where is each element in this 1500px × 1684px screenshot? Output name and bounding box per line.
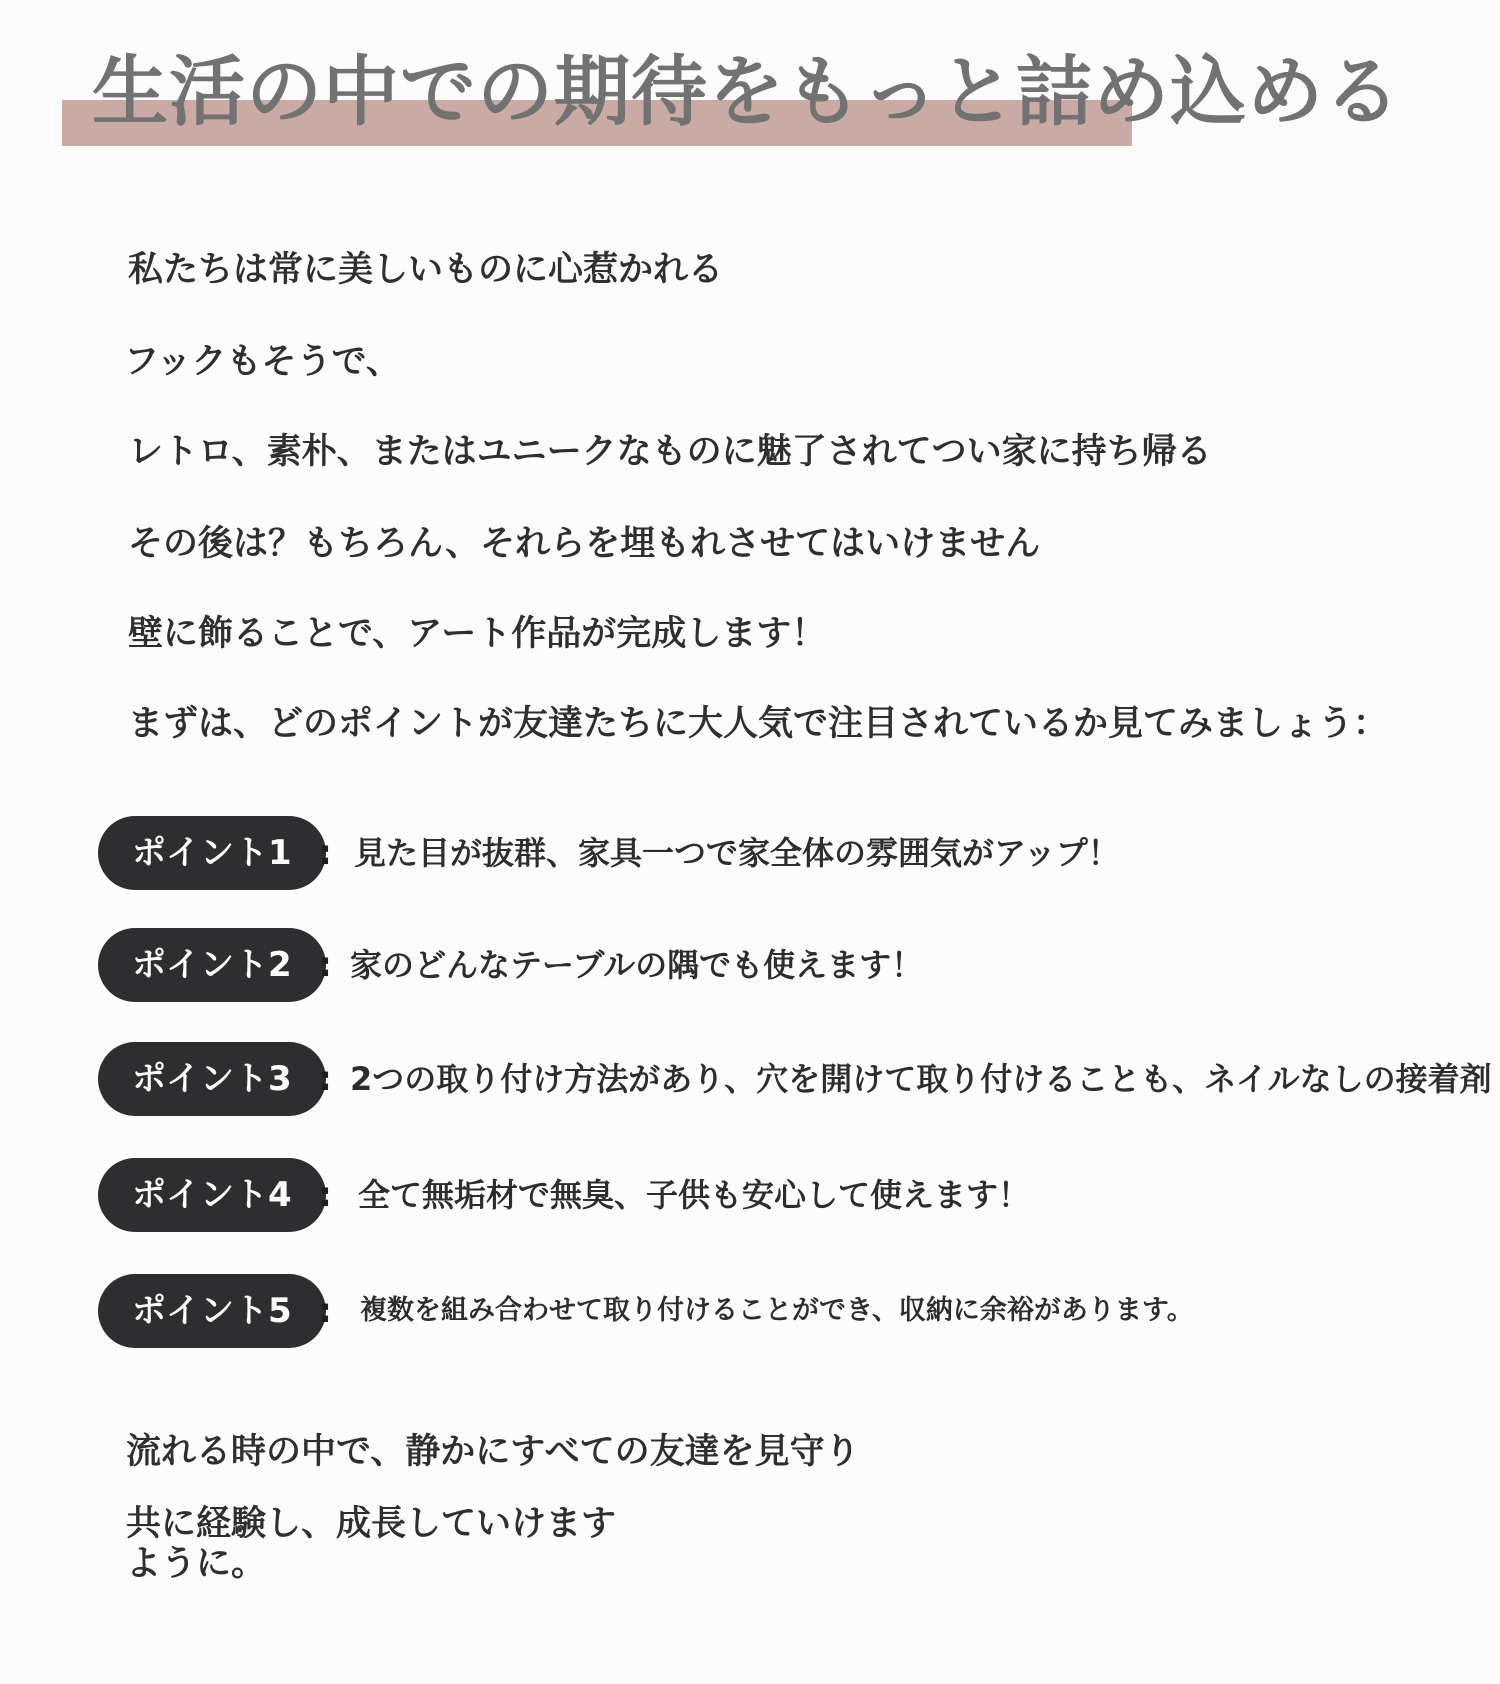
point-colon: : [318,1175,332,1215]
page-title: 生活の中での期待をもっと詰め込める [92,47,1401,136]
intro-line-4: その後は？もちろん、それらを埋もれさせてはいけません [128,524,1041,564]
point-colon: : [318,1291,332,1331]
point-description: 2つの取り付け方法があり、穴を開けて取り付けることも、ネイルなしの接着剤 [350,1060,1492,1098]
point-badge: ポイント5 [98,1274,326,1348]
point-description: 見た目が抜群、家具一つで家全体の雰囲気がアップ！ [354,834,1120,872]
intro-line-2: フックもそうで、 [124,342,401,382]
point-badge: ポイント3 [98,1042,326,1116]
point-item-1 [98,816,1498,890]
closing-line-2: 共に経験し、成長していけます [126,1504,617,1544]
point-colon: : [318,1059,332,1099]
intro-line-3: レトロ、素朴、またはユニークなものに魅了されてつい家に持ち帰る [128,432,1212,472]
point-badge: ポイント4 [98,1158,326,1232]
closing-line-1: 流れる時の中で、静かにすべての友達を見守り [126,1432,860,1472]
point-badge: ポイント2 [98,928,326,1002]
intro-line-1: 私たちは常に美しいものに心惹かれる [128,250,724,290]
closing-line-3: ように。 [126,1544,267,1584]
point-item-4 [98,1158,1498,1232]
point-description: 複数を組み合わせて取り付けることができ、収納に余裕があります。 [360,1295,1194,1326]
intro-line-6: まずは、どのポイントが友達たちに大人気で注目されているか見てみましょう： [128,704,1389,744]
point-colon: : [318,945,332,985]
point-item-5 [98,1274,1498,1348]
point-item-2 [98,928,1498,1002]
point-item-3 [98,1042,1498,1116]
point-badge: ポイント1 [98,816,326,890]
point-colon: : [318,833,332,873]
point-description: 全て無垢材で無臭、子供も安心して使えます！ [358,1176,1031,1214]
intro-line-5: 壁に飾ることで、アート作品が完成します！ [128,614,827,654]
point-description: 家のどんなテーブルの隅でも使えます！ [350,946,924,984]
